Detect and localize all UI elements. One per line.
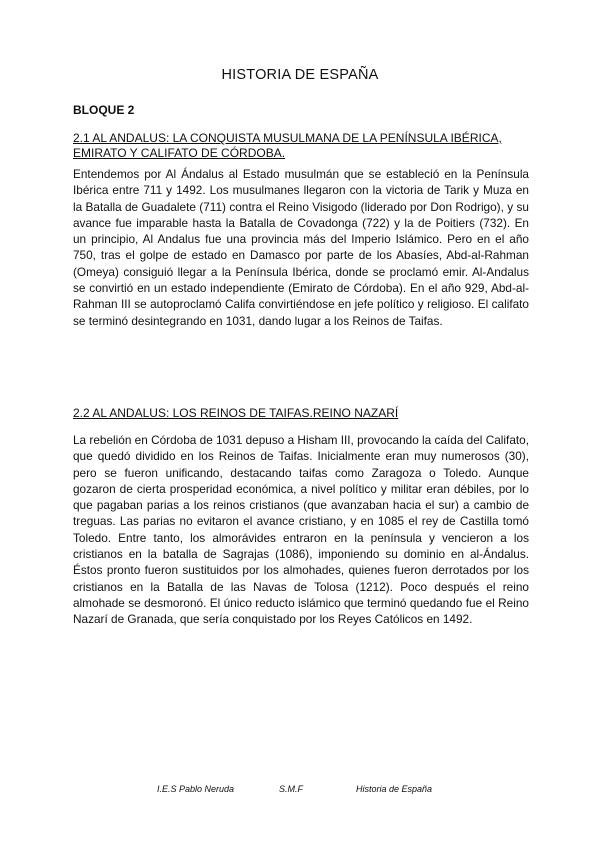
footer-subject: Historia de España [356,784,433,794]
section-heading-reinos-taifas: 2.2 AL ANDALUS: LOS REINOS DE TAIFAS.REINO NAZARÍ [73,406,399,420]
block-label: BLOQUE 2 [73,103,135,117]
page-title: HISTORIA DE ESPAÑA [221,67,379,83]
footer-initials: S.M.F [279,784,303,794]
section-body-reinos-taifas: La rebelión en Córdoba de 1031 depuso a Hisham III, provocando la caída del Califato, que quedó dividido en los Reinos de Taifas. Inicialmente eran muy numerosos (30), pero se fueron unificando, destacando taifas como Zaragoza o Toledo. Aunque gozaron de cierta prosperidad económica, a nivel político y militar eran débiles, por lo que pagaban parias a los reinos cristianos (que avanzaban hacia el sur) a cambio de treguas. Las parias no evitaron el avance cristiano, y en 1085 el rey de Castilla tomó Toledo. Entre tanto, los almorávides entraron en la península y vencieron a los cristianos en la batalla de Sagrajas (1086), imponiendo su dominio en al-Ándalus. Éstos pronto fueron sustituidos por los almohades, quienes fueron derrotados por los cristianos en la Batalla de las Navas de Tolosa (1212). Poco después el reino almohade se desmoronó. El único reducto islámico que terminó quedando fue el Reino Nazarí de Granada, que sería conquistado por los Reyes Católicos en 1492. [73,433,529,627]
footer-school: I.E.S Pablo Neruda [157,784,235,794]
section-heading-al-andalus-conquista: 2.1 AL ANDALUS: LA CONQUISTA MUSULMANA DE LA PENÍNSULA IBÉRICA, EMIRATO Y CALIFATO DE CÓRDOBA. [73,131,502,160]
section-body-al-andalus-conquista: Entendemos por Al Ándalus al Estado musulmán que se estableció en la Península Ibérica entre 711 y 1492. Los musulmanes llegaron con la victoria de Tarik y Muza en la Batalla de Guadalete (711) contra el Reino Visigodo (liderado por Don Rodrigo), y su avance fue imparable hasta la Batalla de Covadonga (722) y la de Poitiers (732). En un principio, Al Andalus fue una provincia más del Imperio Islámico. Pero en el año 750, tras el golpe de estado en Damasco por parte de los Abasíes, Abd-al-Rahman (Omeya) consiguió llegar a la Península Ibérica, donde se proclamó emir. Al-Andalus se convirtió en un estado independiente (Emirato de Córdoba). En el año 929, Abd-al-Rahman III se autoproclamó Califa convirtiéndose en jefe político y religioso. El califato se terminó desintegrando en 1031, dando lugar a los Reinos de Taifas. [73,167,529,328]
